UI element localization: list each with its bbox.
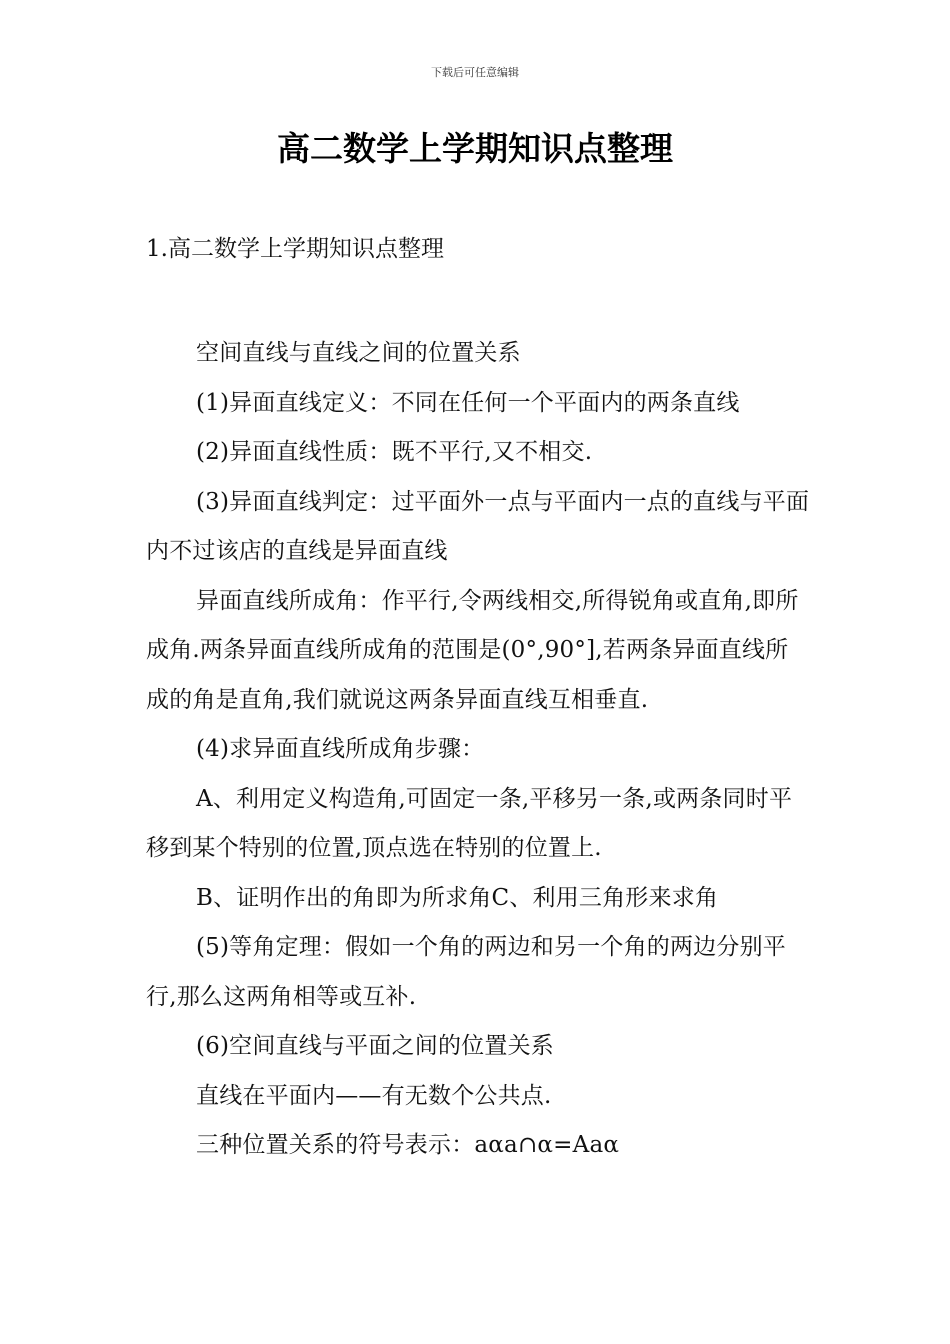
paragraph: (4)求异面直线所成角步骤：: [196, 736, 485, 762]
paragraph: 三种位置关系的符号表示：aαa∩α=Aaα: [196, 1132, 620, 1158]
paragraph: (3)异面直线判定：过平面外一点与平面内一点的直线与平面内不过该店的直线是异面直线: [146, 488, 810, 564]
paragraph: (2)异面直线性质：既不平行,又不相交.: [196, 439, 593, 465]
paragraph: 空间直线与直线之间的位置关系: [196, 340, 521, 366]
document-title: 高二数学上学期知识点整理: [277, 129, 673, 168]
paragraph: (1)异面直线定义：不同在任何一个平面内的两条直线: [196, 389, 740, 416]
header-note: 下载后可任意编辑: [431, 66, 519, 79]
paragraph: (5)等角定理：假如一个角的两边和另一个角的两边分别平行,那么这两角相等或互补.: [146, 934, 786, 1010]
paragraph: B、证明作出的角即为所求角C、利用三角形来求角: [196, 884, 719, 911]
document-body: [146, 329, 810, 1171]
section-heading: 1.高二数学上学期知识点整理: [146, 236, 444, 262]
paragraph: 直线在平面内——有无数个公共点.: [196, 1082, 552, 1109]
paragraph: 异面直线所成角：作平行,令两线相交,所得锐角或直角,即所成角.两条异面直线所成角的范围是(0°,90°],若两条异面直线所成的角是直角,我们就说这两条异面直线互相垂直.: [146, 587, 799, 713]
paragraph: A、利用定义构造角,可固定一条,平移另一条,或两条同时平移到某个特别的位置,顶点选在特别的位置上.: [146, 785, 793, 861]
paragraph: (6)空间直线与平面之间的位置关系: [196, 1033, 554, 1059]
